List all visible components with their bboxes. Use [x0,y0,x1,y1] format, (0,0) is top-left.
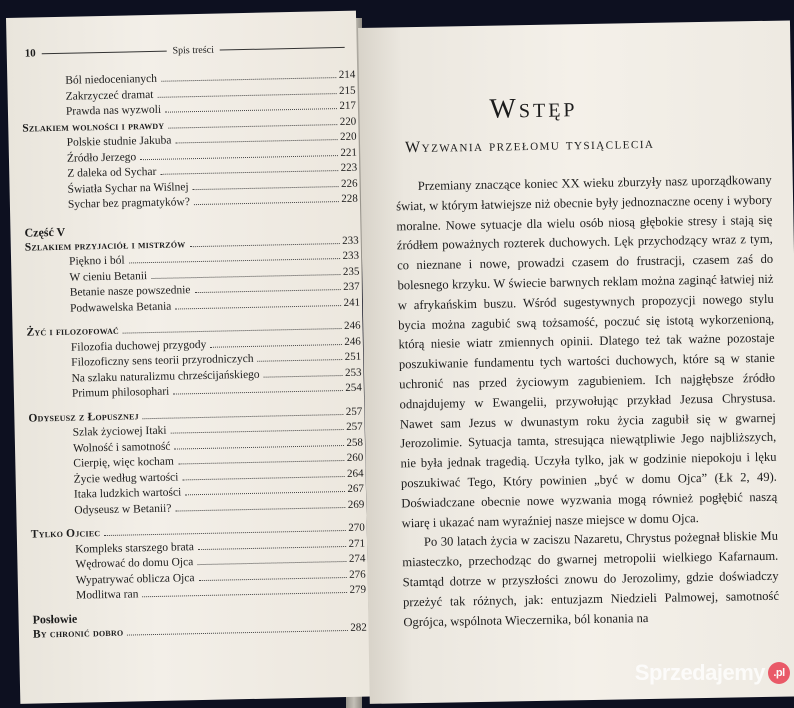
right-page [358,20,794,703]
toc-entry-label: Szlak życiowej Itaki [72,424,167,439]
toc-entry-label: Na szlaku naturalizmu chrześcijańskiego [71,368,260,385]
toc-leader-dots [185,491,344,495]
toc-entry-label: Cierpię, więc kocham [73,455,175,470]
toc-entry-label: Tylko Ojciec [30,527,101,541]
toc-entry-label: Itaka ludzkich wartości [73,486,182,501]
toc-page-number: 257 [346,420,363,433]
toc-page-number: 267 [347,482,365,495]
toc-leader-dots [189,243,339,247]
toc-entry-label: Wędrować do domu Ojca [75,556,194,571]
body-paragraph: Przemiany znaczące koniec XX wieku zburzyły nasz uporządkowany świat, w którym łatwiejsze niż obecnie były jednoznaczne oceny i wybory moralne. Nowe sytuacje dla wielu osób niosą głębokie stresy i stają się źródłem poważnych rozterek duchowych. Lęk przychodzący wraz z tym, co nieznane i nowe, prowadzi czasem do frustracji, czasem zaś do bolesnego krzyku. W świecie barwnych reklam można zaginąć łatwiej niż w afrykańskim buszu. Wśród sugestywnych propozycji nowego stylu bycia można zagubić swą tożsamość, poczuć się istotą wykorzenioną, którą niesie wiatr zmiennych opinii. Dlatego też tak ważne pozostaje poszukiwanie fundamentu tych wartości duchowych, które są w stanie uchronić nas przed życiowym zagubieniem. Ich najgłębsze źródło odnajdujemy w Ewangelii, przywołując przykład Jezusa Chrystusa. Nawet sam Jezus w dwunastym roku życia zagubił się w gwarnej Jerozolimie. Sytuacja tamta, stresująca niewątpliwie Jego najbliższych, nie była jednak tragedią. Uczyła tylko, jak w godzinie niepokoju i lęku poszukiwać Tego, Który powinien „być w domu Ojca” (Łk 2, 49). Doświadczane obecnie nowe wyzwania mogą również pogłębić naszą wiarę i ukazać nam wyraźniej nasze miejsce w domu Ojca. [395,172,778,530]
toc-leader-dots [175,305,340,309]
toc-leader-dots [199,576,347,580]
running-header [25,41,345,60]
toc-entry-label: Kompleks starszego brata [75,540,195,556]
toc-leader-dots [175,507,344,512]
toc-leader-dots [197,561,346,565]
toc-leader-dots [178,460,344,464]
toc-leader-dots [174,445,343,450]
toc-page-number: 257 [345,405,363,418]
watermark-badge-icon: .pl [768,662,790,684]
page-number: 10 [24,47,36,60]
toc-page-number: 264 [346,467,364,480]
toc-entry-label: Odyseusz w Betanii? [74,502,172,517]
toc-part-heading: Posłowie [32,611,78,627]
toc-page-number: 235 [342,265,360,278]
toc-part-heading: Część V [24,224,66,240]
toc-entry-label: Wypatrywać oblicza Ojca [75,571,195,587]
toc-page-number: 253 [344,366,362,379]
toc-leader-dots [143,414,343,419]
toc-entry-label: Piękno i ból [68,254,125,268]
toc-entry-label: Źródło Jerzego [66,150,137,165]
toc-entry-label: Polskie studnie Jakuba [66,134,172,149]
toc-entry-label: Odyseusz z Łopusznej [28,409,139,425]
toc-page-number: 233 [342,249,360,263]
toc-entry-label: Prawda nas wyzwoli [65,103,162,118]
toc-leader-dots [171,429,344,434]
toc-page-number: 271 [348,537,366,550]
toc-leader-dots [140,155,337,160]
toc-page-number: 279 [349,583,367,596]
toc-leader-dots [157,93,336,98]
toc-entry-label: Żyć i filozofować [26,324,120,339]
toc-leader-dots [127,629,347,635]
toc-entry-label: Primum philosophari [71,385,170,400]
toc-leader-dots [194,289,340,293]
toc-page-number: 282 [350,621,367,634]
toc-entry-label: Wolność i samotność [72,440,171,455]
toc-leader-dots [210,344,341,348]
toc-leader-dots [168,124,336,129]
toc-page-number: 270 [348,521,365,534]
table-of-contents [21,69,367,644]
toc-page-number: 223 [340,161,358,175]
toc-entry-label: By chronić dobro [32,626,124,641]
toc-entry-label: Światła Sychar na Wiślnej [67,180,189,196]
toc-page-number: 241 [343,296,361,309]
toc-page-number: 251 [344,350,362,363]
section-title: Wyzwania przełomu tysiąclecia [404,134,655,157]
toc-page-number: 246 [344,335,361,348]
toc-entry-label: Szlakiem wolności i prawdy [22,119,165,135]
toc-page-number: 254 [345,381,362,394]
toc-leader-dots [123,328,341,334]
toc-page-number: 220 [339,130,357,144]
toc-page-number: 214 [338,68,356,82]
toc-leader-dots [104,530,345,536]
toc-entry-label: Podwawelska Betania [69,300,172,315]
toc-entry-label: Filozoficzny sens teorii przyrodniczych [71,352,254,369]
toc-leader-dots [182,476,344,480]
toc-page-number: 276 [349,568,366,581]
toc-leader-dots [173,390,342,395]
toc-page-number: 258 [346,436,364,449]
header-rule-left [42,50,167,54]
watermark [635,660,790,686]
toc-page-number: 260 [346,451,364,464]
toc-leader-dots [258,359,342,362]
toc-entry-label: Modlitwa ran [75,588,139,602]
toc-page-number: 226 [340,177,358,190]
toc-page-number: 215 [338,84,356,97]
toc-entry-label: Betanie nasze powszednie [69,284,191,299]
toc-leader-dots [264,375,342,378]
toc-page-number: 246 [343,319,361,332]
toc-leader-dots [193,186,338,190]
header-rule-right [220,46,345,50]
toc-page-number: 221 [340,146,358,159]
toc-entry-label: Ból niedocenianych [65,72,158,87]
toc-page-number: 220 [339,115,357,128]
toc-page-number: 233 [342,234,359,247]
toc-entry-label: Z daleka od Sychar [67,165,157,180]
toc-entry-label: Sychar bez pragmatyków? [67,196,191,211]
toc-leader-dots [165,108,336,113]
toc-leader-dots [142,592,346,597]
toc-page-number: 237 [343,280,360,293]
toc-page-number: 274 [348,552,366,565]
body-text [396,171,780,633]
toc-entry-label: Filozofia duchowej przygody [70,338,207,354]
toc-page-number: 217 [339,99,357,113]
toc-entry-label: Zakrzyczeć dramat [65,88,154,103]
toc-entry-label: W cieniu Betanii [69,269,148,284]
toc-leader-dots [151,274,340,279]
toc-leader-dots [175,139,337,143]
body-paragraph: Po 30 latach życia w zaciszu Nazaretu, Chrystus pożegnał bliskie Mu miasteczko, przechodząc do gwarnej metropolii wielkiego Kafarnaum. Stamtąd dotrze w przyszłości znowu do Jerozolimy, gdzie doświadczy przeżyć tak różnych, jak: entuzjazm Niedzieli Palmowej, samotność Ogrójca, wspólnota Wieczernika, ból konania na [402,529,780,629]
chapter-title: Wstęp [489,92,578,125]
toc-page-number: 269 [347,498,365,511]
toc-entry-label: Szlakiem przyjaciół i mistrzów [24,237,186,254]
toc-entry-label: Życie według wartości [73,470,179,486]
toc-page-number: 228 [341,192,358,206]
running-title: Spis treści [172,44,215,57]
toc-leader-dots [160,170,337,175]
toc-leader-dots [194,201,339,205]
toc-leader-dots [198,546,346,550]
watermark-text: Sprzedajemy [634,660,765,685]
toc-leader-dots [129,258,340,263]
left-page [6,11,370,704]
toc-leader-dots [161,77,336,82]
